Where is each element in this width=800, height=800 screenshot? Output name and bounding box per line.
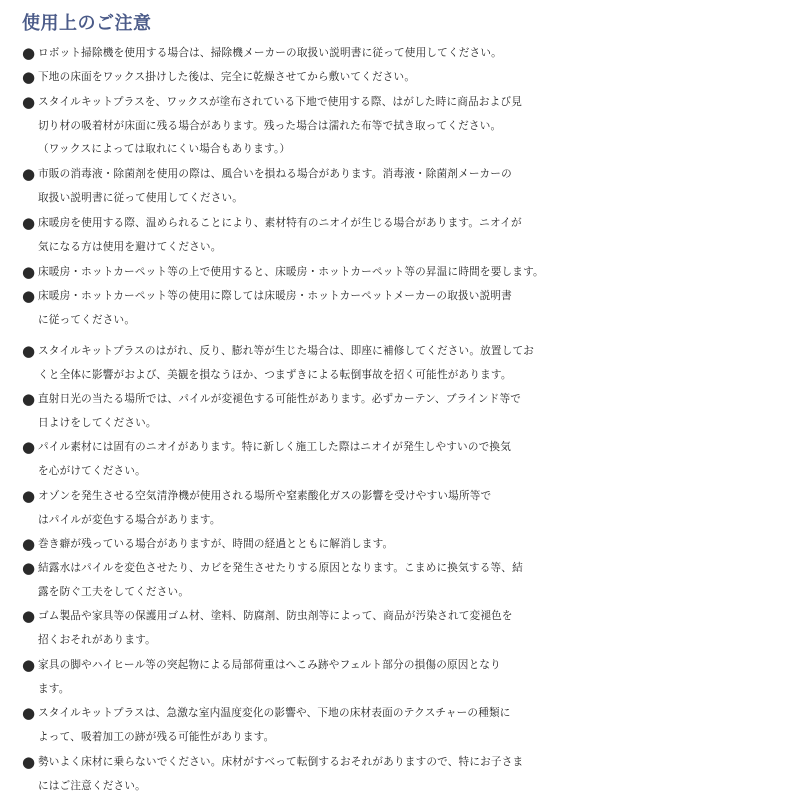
notice-line: 露を防ぐ工夫をしてください。 xyxy=(38,585,190,598)
notice-line: （ワックスによっては取れにくい場合もあります。） xyxy=(38,143,291,155)
notice-line: 床暖房を使用する際、温められることにより、素材特有のニオイが生じる場合があります。ニオイが xyxy=(38,217,522,229)
notice-line: 下地の床面をワックス掛けした後は、完全に乾燥させてから敷いてください。 xyxy=(38,71,416,83)
bullet-icon: ● xyxy=(22,487,36,505)
notice-line: 勢いよく床材に乗らないでください。床材がすべって転倒するおそれがありますので、特にお子さま xyxy=(38,756,524,768)
notice-line: に従ってください。 xyxy=(38,313,136,326)
notice-line: ます。 xyxy=(38,682,70,695)
notice-item xyxy=(22,605,782,652)
notice-line: 家具の脚やハイヒール等の突起物による局部荷重はへこみ跡やフェルト部分の損傷の原因となり xyxy=(38,659,501,671)
notice-item xyxy=(22,533,782,557)
notice-item xyxy=(22,285,782,332)
notice-line: 床暖房・ホットカーペット等の上で使用すると、床暖房・ホットカーペット等の昇温に時間を要します。 xyxy=(38,266,544,278)
notice-item xyxy=(22,751,782,798)
notice-item xyxy=(22,91,782,162)
bullet-icon: ● xyxy=(22,214,36,232)
notice-line: スタイルキットプラスを、ワックスが塗布されている下地で使用する際、はがした時に商品および見 xyxy=(38,96,523,108)
notice-line: 気になる方は使用を避けてください。 xyxy=(38,240,222,253)
bullet-icon: ● xyxy=(22,93,36,111)
bullet-icon: ● xyxy=(22,390,36,408)
notice-line: 市販の消毒液・除菌剤を使用の際は、風合いを損ねる場合があります。消毒液・除菌剤メーカーの xyxy=(38,168,512,180)
bullet-icon: ● xyxy=(22,68,36,86)
notice-item xyxy=(22,557,782,604)
notice-line: を心がけてください。 xyxy=(38,464,146,477)
bullet-icon: ● xyxy=(22,753,36,771)
notice-line: にはご注意ください。 xyxy=(38,779,146,792)
bullet-icon: ● xyxy=(22,44,36,62)
bullet-icon: ● xyxy=(22,263,36,281)
notice-line: 直射日光の当たる場所では、パイルが変褪色する可能性があります。必ずカーテン、ブラインド等で xyxy=(38,393,522,405)
notice-line: 切り材の吸着材が床面に残る場合があります。残った場合は濡れた布等で拭き取ってください。 xyxy=(38,119,502,132)
notice-line: 結露水はパイルを変色させたり、カビを発生させたりする原因となります。こまめに換気する等、結 xyxy=(38,562,523,574)
notice-item xyxy=(22,212,782,259)
notice-line: 巻き癖が残っている場合がありますが、時間の経過とともに解消します。 xyxy=(38,538,394,550)
notice-item xyxy=(22,163,782,210)
notice-line: くと全体に影響がおよび、美観を損なうほか、つまずきによる転倒事故を招く可能性があります。 xyxy=(38,368,512,381)
notice-line: ロボット掃除機を使用する場合は、掃除機メーカーの取扱い説明書に従って使用してください。 xyxy=(38,47,502,59)
notice-line: パイル素材には固有のニオイがあります。特に新しく施工した際はニオイが発生しやすいので換気 xyxy=(38,441,512,453)
bullet-icon: ● xyxy=(22,704,36,722)
notice-line: 床暖房・ホットカーペット等の使用に際しては床暖房・ホットカーペットメーカーの取扱い説明書 xyxy=(38,290,512,302)
notice-line: スタイルキットプラスのはがれ、反り、膨れ等が生じた場合は、即座に補修してください。放置してお xyxy=(38,345,535,357)
notice-item xyxy=(22,654,782,701)
bullet-icon: ● xyxy=(22,535,36,553)
bullet-icon: ● xyxy=(22,607,36,625)
bullet-icon: ● xyxy=(22,656,36,674)
notice-item xyxy=(22,485,782,532)
notice-item xyxy=(22,66,782,90)
notice-line: 招くおそれがあります。 xyxy=(38,633,156,646)
bullet-icon: ● xyxy=(22,287,36,305)
bullet-icon: ● xyxy=(22,438,36,456)
notice-item xyxy=(22,340,782,387)
notice-item xyxy=(22,436,782,483)
notice-line: オゾンを発生させる空気清浄機が使用される場所や窒素酸化ガスの影響を受けやすい場所等で xyxy=(38,490,492,502)
notice-line: よって、吸着加工の跡が残る可能性があります。 xyxy=(38,730,275,743)
page-title: 使用上のご注意 xyxy=(22,13,152,34)
bullet-icon: ● xyxy=(22,165,36,183)
notice-line: 取扱い説明書に従って使用してください。 xyxy=(38,191,244,204)
notice-line: はパイルが変色する場合があります。 xyxy=(38,513,221,526)
notice-line: 日よけをしてください。 xyxy=(38,416,157,429)
notice-item xyxy=(22,42,782,66)
notice-item xyxy=(22,388,782,435)
notice-line: スタイルキットプラスは、急激な室内温度変化の影響や、下地の床材表面のテクスチャーの種類に xyxy=(38,707,511,719)
notice-item xyxy=(22,702,782,749)
bullet-icon: ● xyxy=(22,342,36,360)
notice-item xyxy=(22,261,782,285)
notice-line: ゴム製品や家具等の保護用ゴム材、塗料、防腐剤、防虫剤等によって、商品が汚染されて変褪色を xyxy=(38,610,513,622)
bullet-icon: ● xyxy=(22,559,36,577)
